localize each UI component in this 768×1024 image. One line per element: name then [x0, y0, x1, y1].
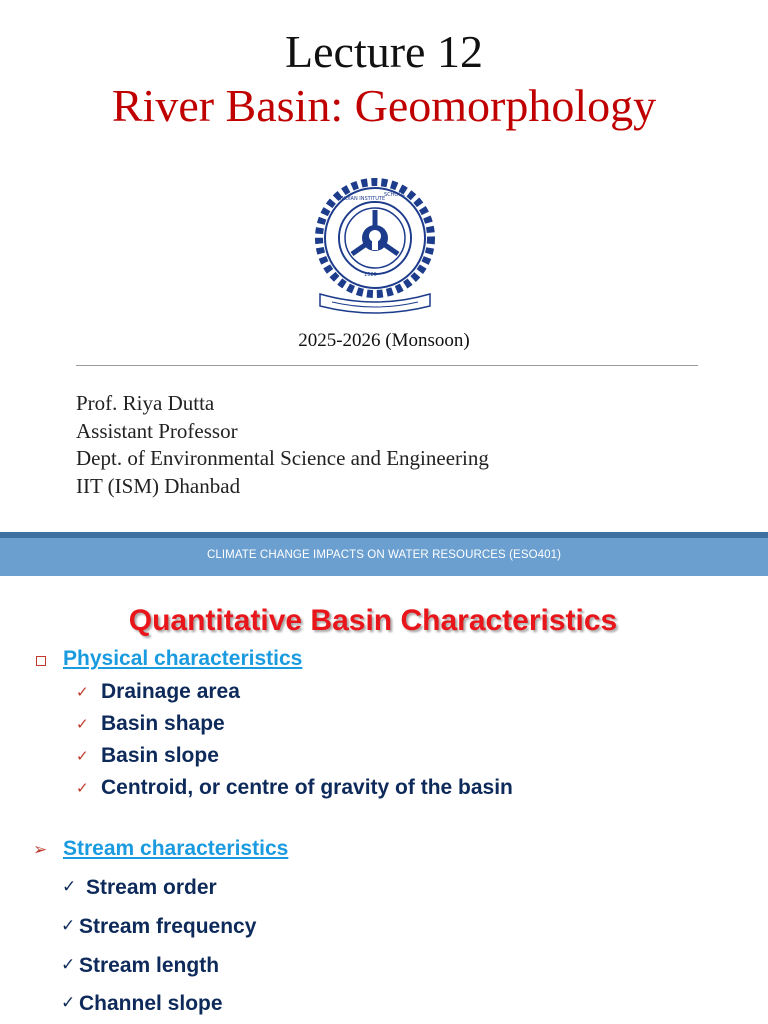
arrow-bullet-icon: ➢ — [33, 840, 48, 860]
course-banner-text: CLIMATE CHANGE IMPACTS ON WATER RESOURCES (ESO401) — [206, 549, 562, 561]
physical-section-title: Physical characteristics — [63, 647, 303, 670]
course-banner — [0, 538, 768, 576]
square-bullet-icon — [36, 656, 46, 666]
session-text: 2025-2026 (Monsoon) — [298, 330, 470, 351]
slide-heading: Quantitative Basin Characteristics — [128, 604, 618, 637]
physical-item: Drainage area — [101, 680, 240, 703]
svg-text:INDIAN INSTITUTE: INDIAN INSTITUTE — [340, 196, 386, 202]
physical-item: Basin slope — [101, 744, 219, 767]
check-icon: ✓ — [61, 916, 76, 936]
author-block — [76, 390, 489, 500]
content-slide — [0, 576, 768, 1024]
physical-item: Centroid, or centre of gravity of the basin — [101, 776, 513, 799]
svg-text:SCHOOL: SCHOOL — [384, 192, 406, 198]
stream-item: Channel slope — [79, 992, 223, 1015]
check-icon: ✓ — [76, 779, 89, 797]
check-icon: ✓ — [76, 683, 89, 701]
author-institute: IIT (ISM) Dhanbad — [76, 473, 241, 498]
institute-logo-icon — [312, 178, 438, 318]
lecture-topic: River Basin: Geomorphology — [111, 80, 657, 131]
stream-section-title: Stream characteristics — [63, 837, 289, 860]
svg-text:1926: 1926 — [364, 272, 377, 278]
stream-item: Stream order — [86, 876, 217, 899]
divider — [76, 365, 698, 366]
stream-item: Stream frequency — [79, 915, 257, 938]
author-department: Dept. of Environmental Science and Engineering — [76, 446, 489, 470]
check-icon: ✓ — [61, 993, 76, 1013]
author-title: Assistant Professor — [76, 418, 238, 443]
author-name: Prof. Riya Dutta — [76, 391, 215, 415]
stream-item: Stream length — [79, 954, 220, 977]
check-icon: ✓ — [62, 877, 77, 897]
lecture-title: Lecture 12 — [285, 26, 483, 77]
check-icon: ✓ — [61, 955, 76, 975]
check-icon: ✓ — [76, 715, 89, 733]
check-icon: ✓ — [76, 747, 89, 765]
physical-item: Basin shape — [101, 712, 225, 735]
